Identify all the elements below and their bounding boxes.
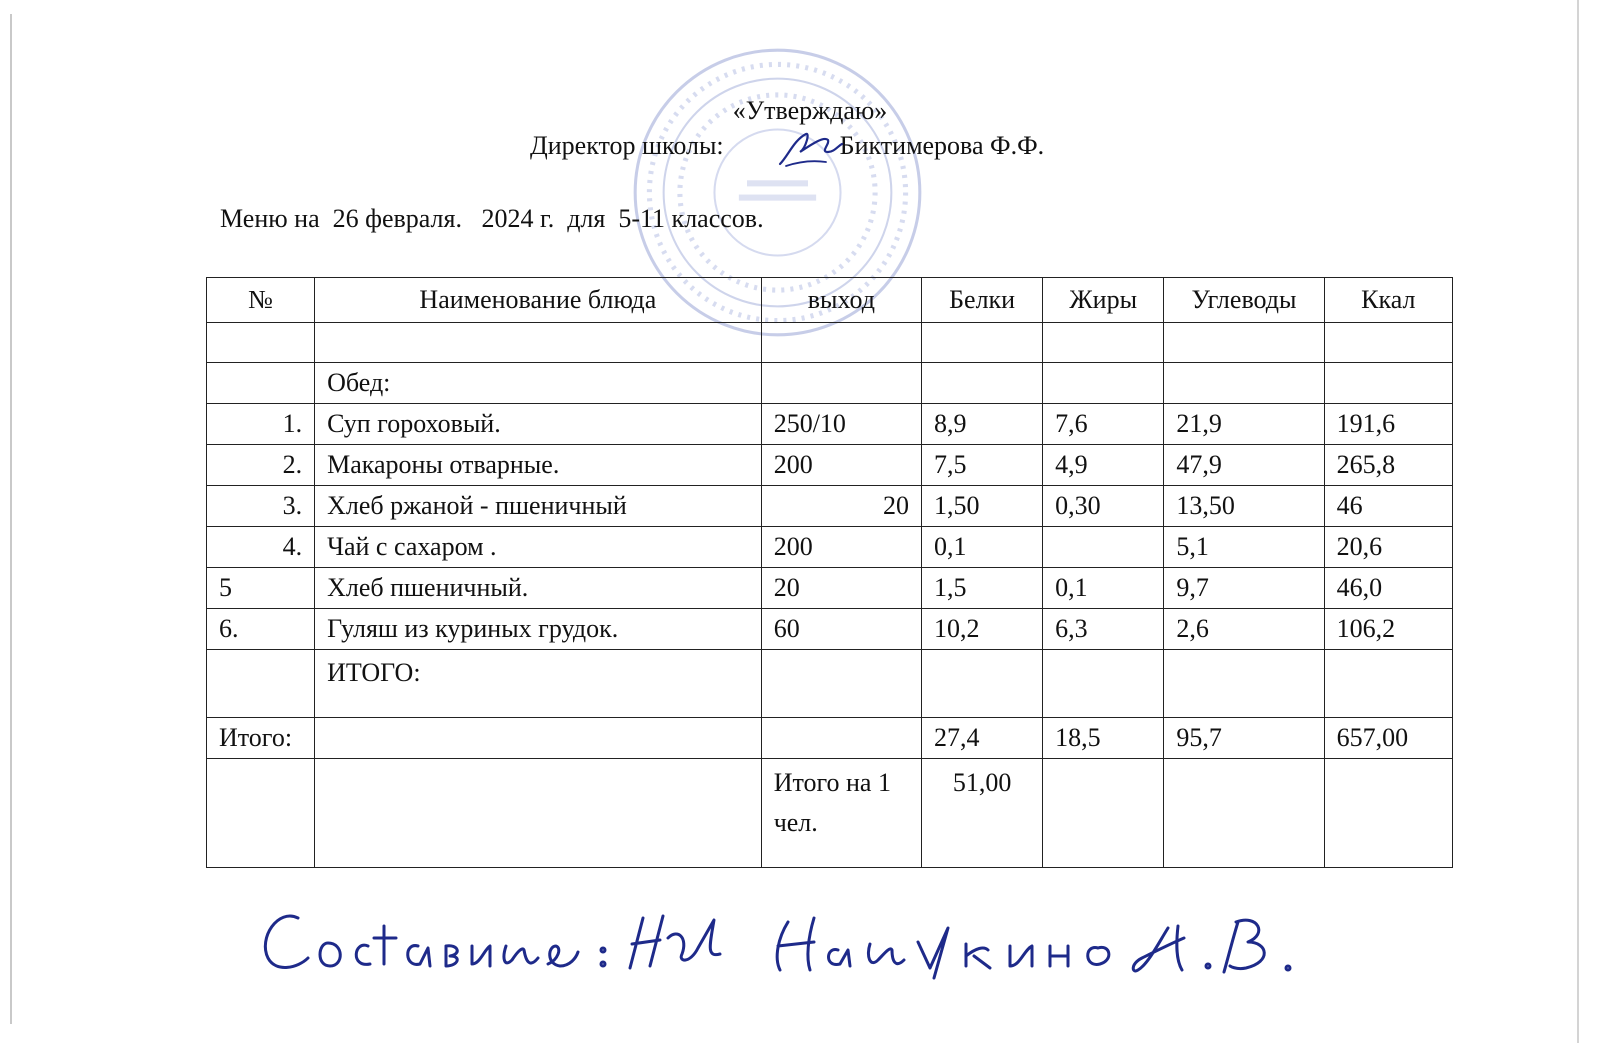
total-protein: 27,4 [922, 718, 1043, 759]
row-name: Хлеб ржаной - пшеничный [315, 486, 762, 527]
row-fat: 7,6 [1043, 404, 1164, 445]
table-row [207, 527, 1453, 568]
table-row-total [207, 718, 1453, 759]
header-carbs: Углеводы [1164, 278, 1324, 323]
table-cell [207, 650, 315, 718]
row-name: Чай с сахаром . [315, 527, 762, 568]
menu-title: Меню на 26 февраля. 2024 г. для 5-11 классов. [220, 204, 764, 233]
table-cell [761, 718, 921, 759]
per-person-value: 51,00 [922, 759, 1043, 868]
row-kcal: 46,0 [1324, 568, 1452, 609]
header-output: выход [761, 278, 921, 323]
row-fat: 0,1 [1043, 568, 1164, 609]
row-kcal: 265,8 [1324, 445, 1452, 486]
row-kcal: 191,6 [1324, 404, 1452, 445]
table-cell [207, 759, 315, 868]
row-protein: 8,9 [922, 404, 1043, 445]
table-cell [207, 323, 315, 363]
header-fat: Жиры [1043, 278, 1164, 323]
row-kcal: 46 [1324, 486, 1452, 527]
table-cell [1164, 650, 1324, 718]
row-output: 250/10 [761, 404, 921, 445]
row-no: 6. [207, 609, 315, 650]
row-fat: 6,3 [1043, 609, 1164, 650]
table-row-empty [207, 323, 1453, 363]
row-output: 200 [761, 527, 921, 568]
row-protein: 10,2 [922, 609, 1043, 650]
row-kcal: 106,2 [1324, 609, 1452, 650]
row-no: 3. [207, 486, 315, 527]
total-kcal: 657,00 [1324, 718, 1452, 759]
row-carbs: 2,6 [1164, 609, 1324, 650]
table-cell [761, 323, 921, 363]
header-name: Наименование блюда [315, 278, 762, 323]
page-right-edge [1577, 0, 1579, 1043]
row-protein: 1,50 [922, 486, 1043, 527]
table-row-per-person [207, 759, 1453, 868]
table-cell [1324, 759, 1452, 868]
table-cell [1164, 323, 1324, 363]
table-row [207, 486, 1453, 527]
page-left-edge [10, 14, 12, 1024]
row-no: 5 [207, 568, 315, 609]
menu-table [206, 277, 1453, 868]
table-cell [315, 323, 762, 363]
row-fat: 4,9 [1043, 445, 1164, 486]
table-row [207, 568, 1453, 609]
table-cell [922, 363, 1043, 404]
table-row [207, 609, 1453, 650]
table-cell [1043, 650, 1164, 718]
row-carbs: 9,7 [1164, 568, 1324, 609]
table-cell [761, 363, 921, 404]
director-name: Биктимерова Ф.Ф. [839, 131, 1045, 160]
approval-title: «Утверждаю» [732, 96, 888, 125]
row-carbs: 5,1 [1164, 527, 1324, 568]
row-no: 1. [207, 404, 315, 445]
row-output: 200 [761, 445, 921, 486]
row-output: 60 [761, 609, 921, 650]
table-cell [1164, 759, 1324, 868]
table-header-row [207, 278, 1453, 323]
header-no: № [207, 278, 315, 323]
row-kcal: 20,6 [1324, 527, 1452, 568]
section-label: Обед: [315, 363, 762, 404]
row-protein: 1,5 [922, 568, 1043, 609]
row-name: Хлеб пшеничный. [315, 568, 762, 609]
row-output: 20 [761, 568, 921, 609]
total-label: Итого: [207, 718, 315, 759]
per-person-label: Итого на 1 чел. [761, 759, 921, 868]
table-row [207, 404, 1453, 445]
table-cell [315, 759, 762, 868]
table-cell [922, 323, 1043, 363]
row-carbs: 21,9 [1164, 404, 1324, 445]
row-protein: 0,1 [922, 527, 1043, 568]
table-cell [1164, 363, 1324, 404]
row-fat: 0,30 [1043, 486, 1164, 527]
table-cell [1324, 323, 1452, 363]
row-carbs: 13,50 [1164, 486, 1324, 527]
table-cell [1324, 363, 1452, 404]
director-label: Директор школы: [530, 131, 724, 160]
table-cell [922, 650, 1043, 718]
header-kcal: Ккал [1324, 278, 1452, 323]
table-cell [1043, 323, 1164, 363]
row-no: 2. [207, 445, 315, 486]
table-cell [1324, 650, 1452, 718]
table-cell [1043, 759, 1164, 868]
total-carbs: 95,7 [1164, 718, 1324, 759]
row-name: Суп гороховый. [315, 404, 762, 445]
row-name: Макароны отварные. [315, 445, 762, 486]
row-no: 4. [207, 527, 315, 568]
compiled-by-signature [258, 888, 1298, 983]
table-cell [761, 650, 921, 718]
table-row [207, 445, 1453, 486]
table-row-itogo-upper [207, 650, 1453, 718]
table-cell [315, 718, 762, 759]
table-row-section [207, 363, 1453, 404]
itogo-upper-label: ИТОГО: [315, 650, 762, 718]
total-fat: 18,5 [1043, 718, 1164, 759]
row-name: Гуляш из куриных грудок. [315, 609, 762, 650]
row-carbs: 47,9 [1164, 445, 1324, 486]
table-cell [1043, 363, 1164, 404]
row-fat [1043, 527, 1164, 568]
director-signature [776, 122, 846, 172]
header-protein: Белки [922, 278, 1043, 323]
table-cell [207, 363, 315, 404]
row-output: 20 [761, 486, 921, 527]
row-protein: 7,5 [922, 445, 1043, 486]
